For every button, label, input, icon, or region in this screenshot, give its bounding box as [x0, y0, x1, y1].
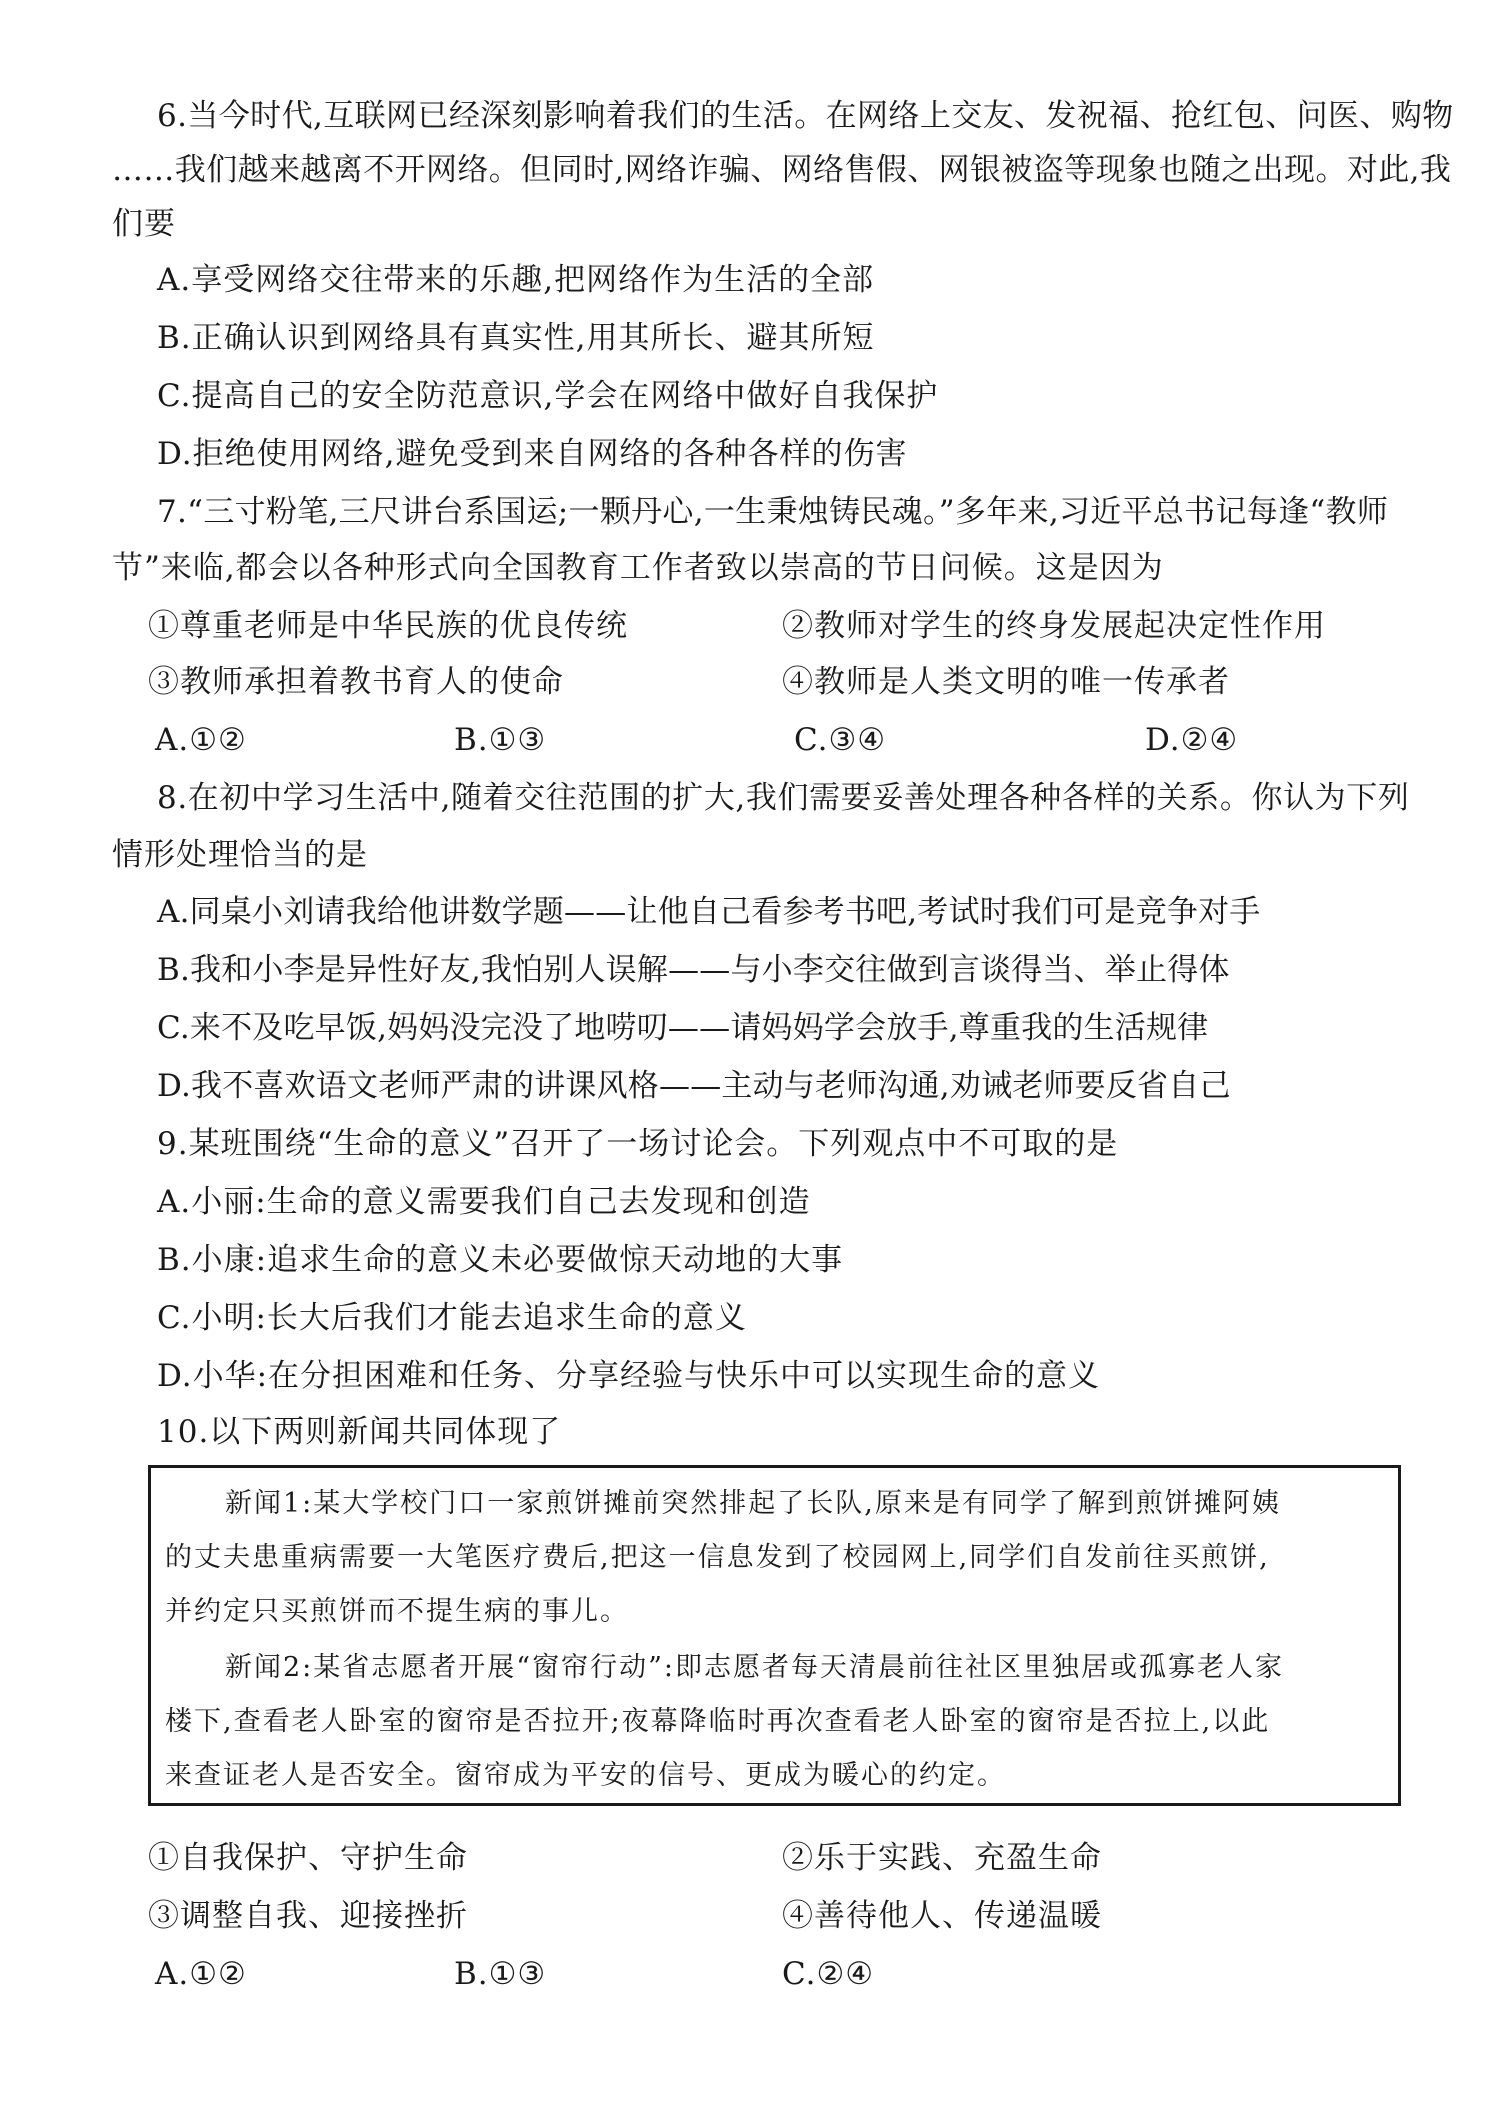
q8-option-c: C.来不及吃早饭,妈妈没完没了地唠叨——请妈妈学会放手,尊重我的生活规律: [157, 1010, 1209, 1046]
news-1-line-2: 的丈夫患重病需要一大笔医疗费后,把这一信息发到了校园网上,同学们自发前往买煎饼,: [165, 1542, 1270, 1573]
q10-item-4: ④善待他人、传递温暖: [782, 1898, 1102, 1934]
q7-choice-b: B.①③: [454, 722, 547, 758]
q6-stem-line-3: 们要: [112, 206, 176, 242]
q7-item-3: ③教师承担着教书育人的使命: [148, 664, 564, 700]
q6-option-b: B.正确认识到网络具有真实性,用其所长、避其所短: [157, 320, 875, 356]
q8-option-a: A.同桌小刘请我给他讲数学题——让他自己看参考书吧,考试时我们可是竞争对手: [157, 894, 1261, 930]
q10-choice-c: C.②④: [782, 1956, 875, 1992]
news-2-line-2: 楼下,查看老人卧室的窗帘是否拉开;夜幕降临时再次查看老人卧室的窗帘是否拉上,以此: [165, 1706, 1271, 1737]
q8-option-d: D.我不喜欢语文老师严肃的讲课风格——主动与老师沟通,劝诫老师要反省自己: [157, 1068, 1231, 1104]
q8-stem-line-2: 情形处理恰当的是: [112, 837, 368, 873]
q7-choice-d: D.②④: [1145, 722, 1239, 758]
q6-stem-line-1: 6.当今时代,互联网已经深刻影响着我们的生活。在网络上交友、发祝福、抢红包、问医、购物: [157, 98, 1454, 134]
q10-choice-a: A.①②: [155, 1956, 247, 1992]
q7-choice-c: C.③④: [794, 722, 887, 758]
news-1-line-3: 并约定只买煎饼而不提生病的事儿。: [165, 1596, 629, 1627]
q6-option-c: C.提高自己的安全防范意识,学会在网络中做好自我保护: [157, 378, 939, 414]
q6-option-a: A.享受网络交往带来的乐趣,把网络作为生活的全部: [157, 262, 875, 298]
news-2-line-1: 新闻2:某省志愿者开展“窗帘行动”:即志愿者每天清晨前往社区里独居或孤寡老人家: [225, 1652, 1284, 1683]
q10-choice-b: B.①③: [454, 1956, 547, 1992]
q7-stem-line-2: 节”来临,都会以各种形式向全国教育工作者致以崇高的节日问候。这是因为: [112, 550, 1164, 586]
q9-stem: 9.某班围绕“生命的意义”召开了一场讨论会。下列观点中不可取的是: [157, 1126, 1119, 1162]
q9-option-a: A.小丽:生命的意义需要我们自己去发现和创造: [157, 1184, 811, 1220]
q10-item-2: ②乐于实践、充盈生命: [782, 1840, 1102, 1876]
q8-option-b: B.我和小李是异性好友,我怕别人误解——与小李交往做到言谈得当、举止得体: [157, 952, 1230, 988]
q6-stem-line-2: ……我们越来越离不开网络。但同时,网络诈骗、网络售假、网银被盗等现象也随之出现。对此,我: [112, 152, 1452, 188]
q10-item-1: ①自我保护、守护生命: [148, 1840, 468, 1876]
q6-option-d: D.拒绝使用网络,避免受到来自网络的各种各样的伤害: [157, 436, 908, 472]
q9-option-d: D.小华:在分担困难和任务、分享经验与快乐中可以实现生命的意义: [157, 1358, 1101, 1394]
q7-choice-a: A.①②: [155, 722, 247, 758]
q7-item-1: ①尊重老师是中华民族的优良传统: [148, 608, 628, 644]
q10-item-3: ③调整自我、迎接挫折: [148, 1898, 468, 1934]
q7-item-4: ④教师是人类文明的唯一传承者: [782, 664, 1230, 700]
q9-option-c: C.小明:长大后我们才能去追求生命的意义: [157, 1300, 747, 1336]
news-2-line-3: 来查证老人是否安全。窗帘成为平安的信号、更成为暖心的约定。: [165, 1760, 1006, 1791]
news-1-line-1: 新闻1:某大学校门口一家煎饼摊前突然排起了长队,原来是有同学了解到煎饼摊阿姨: [225, 1488, 1281, 1519]
q8-stem-line-1: 8.在初中学习生活中,随着交往范围的扩大,我们需要妥善处理各种各样的关系。你认为下列: [157, 780, 1410, 816]
q7-stem-line-1: 7.“三寸粉笔,三尺讲台系国运;一颗丹心,一生秉烛铸民魂。”多年来,习近平总书记每逢“教师: [157, 494, 1389, 530]
q10-stem: 10.以下两则新闻共同体现了: [157, 1414, 562, 1450]
q7-item-2: ②教师对学生的终身发展起决定性作用: [782, 608, 1326, 644]
q9-option-b: B.小康:追求生命的意义未必要做惊天动地的大事: [157, 1242, 844, 1278]
